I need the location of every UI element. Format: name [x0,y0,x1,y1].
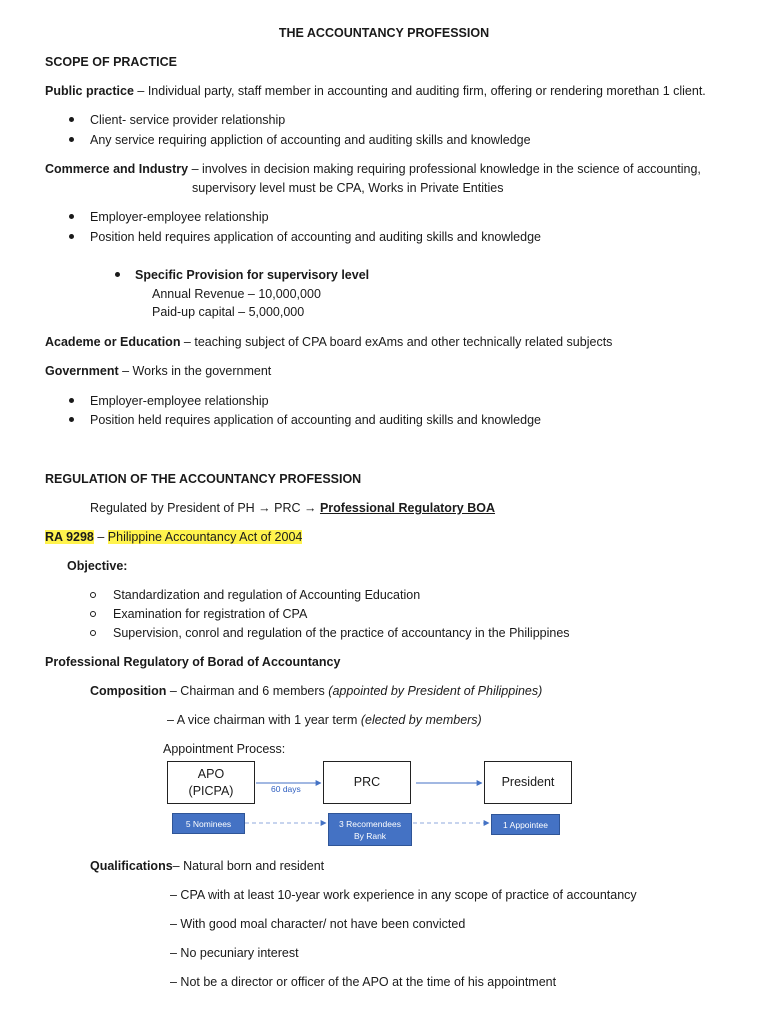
ra-name: Philippine Accountancy Act of 2004 [107,530,303,544]
objective-2: Examination for registration of CPA [113,607,308,621]
prc-box [323,761,411,804]
government-bullet-1: Employer-employee relationship [90,394,269,408]
qualification-2: – CPA with at least 10-year work experience in any scope of practice of accountancy [170,888,637,902]
qualifications-line [90,858,324,874]
president-label: President [501,775,555,789]
ra-number: RA 9298 [45,530,94,544]
provision-revenue: Annual Revenue – 10,000,000 [152,287,321,301]
nominees-label: 5 Nominees [185,818,232,829]
appointee-label: 1 Appointee [503,819,548,830]
regulated-prefix: Regulated by President of PH → PRC → [90,501,320,515]
ra-separator: – [93,530,108,544]
commerce-bullet-1: Employer-employee relationship [90,210,269,224]
objective-label: Objective: [67,559,128,573]
composition-note: (appointed by President of Philippines) [328,684,543,698]
recommendees-box [328,813,412,846]
president-box [484,761,572,804]
qualification-1: – Natural born and resident [172,859,325,873]
composition-label: Composition [90,684,167,698]
qualification-5: – Not be a director or officer of the APO at the time of his appointment [170,975,557,989]
government-bullet-2: Position held requires application of accounting and auditing skills and knowledge [90,413,541,427]
commerce-term: Commerce and Industry [45,162,189,176]
public-bullet-2: Any service requiring appliction of accounting and auditing skills and knowledge [90,133,531,147]
board-heading: Professional Regulatory of Borad of Accountancy [45,655,341,669]
academe-desc: – teaching subject of CPA board exAms and other technically related subjects [180,335,613,349]
commerce-desc-continued: supervisory level must be CPA, Works in Private Entities [192,181,504,195]
apo-box [167,761,255,804]
commerce-desc: – involves in decision making requiring professional knowledge in the science of accounting, [188,162,701,176]
objective-1: Standardization and regulation of Accounting Education [113,588,421,602]
scope-heading: SCOPE OF PRACTICE [45,55,177,69]
composition-desc: – Chairman and 6 members [166,684,329,698]
apo-label: APO [197,766,225,781]
qualifications-label: Qualifications [90,859,173,873]
regulation-heading: REGULATION OF THE ACCOUNTANCY PROFESSION [45,472,362,486]
recommendees-sublabel: By Rank [353,830,387,841]
regulated-board: Professional Regulatory BOA [319,501,496,515]
qualification-3: – With good moal character/ not have been convicted [170,917,466,931]
commerce-bullet-2: Position held requires application of accounting and auditing skills and knowledge [90,230,541,244]
apo-sublabel: (PICPA) [188,783,234,798]
provision-capital: Paid-up capital – 5,000,000 [152,305,305,319]
government-desc: – Works in the government [118,364,272,378]
recommendees-label: 3 Recomendees [339,818,401,829]
public-practice-desc: – Individual party, staff member in accounting and auditing firm, offering or rendering morethan 1 client. [133,84,706,98]
prc-label: PRC [353,775,381,789]
qualification-4: – No pecuniary interest [170,946,299,960]
academe-term: Academe or Education [45,335,181,349]
public-bullet-1: Client- service provider relationship [90,113,286,127]
objective-3: Supervision, conrol and regulation of the practice of accountancy in the Philippines [113,626,570,640]
days-label: 60 days [271,784,301,794]
nominees-box [172,813,245,834]
appointment-label: Appointment Process: [163,742,286,756]
vice-desc: – A vice chairman with 1 year term [167,713,361,727]
document-title: THE ACCOUNTANCY PROFESSION [278,26,490,40]
provision-heading: Specific Provision for supervisory level [135,268,370,282]
appointee-box [491,814,560,835]
public-practice-term: Public practice [45,84,134,98]
vice-note: (elected by members) [360,713,482,727]
government-term: Government [45,364,119,378]
